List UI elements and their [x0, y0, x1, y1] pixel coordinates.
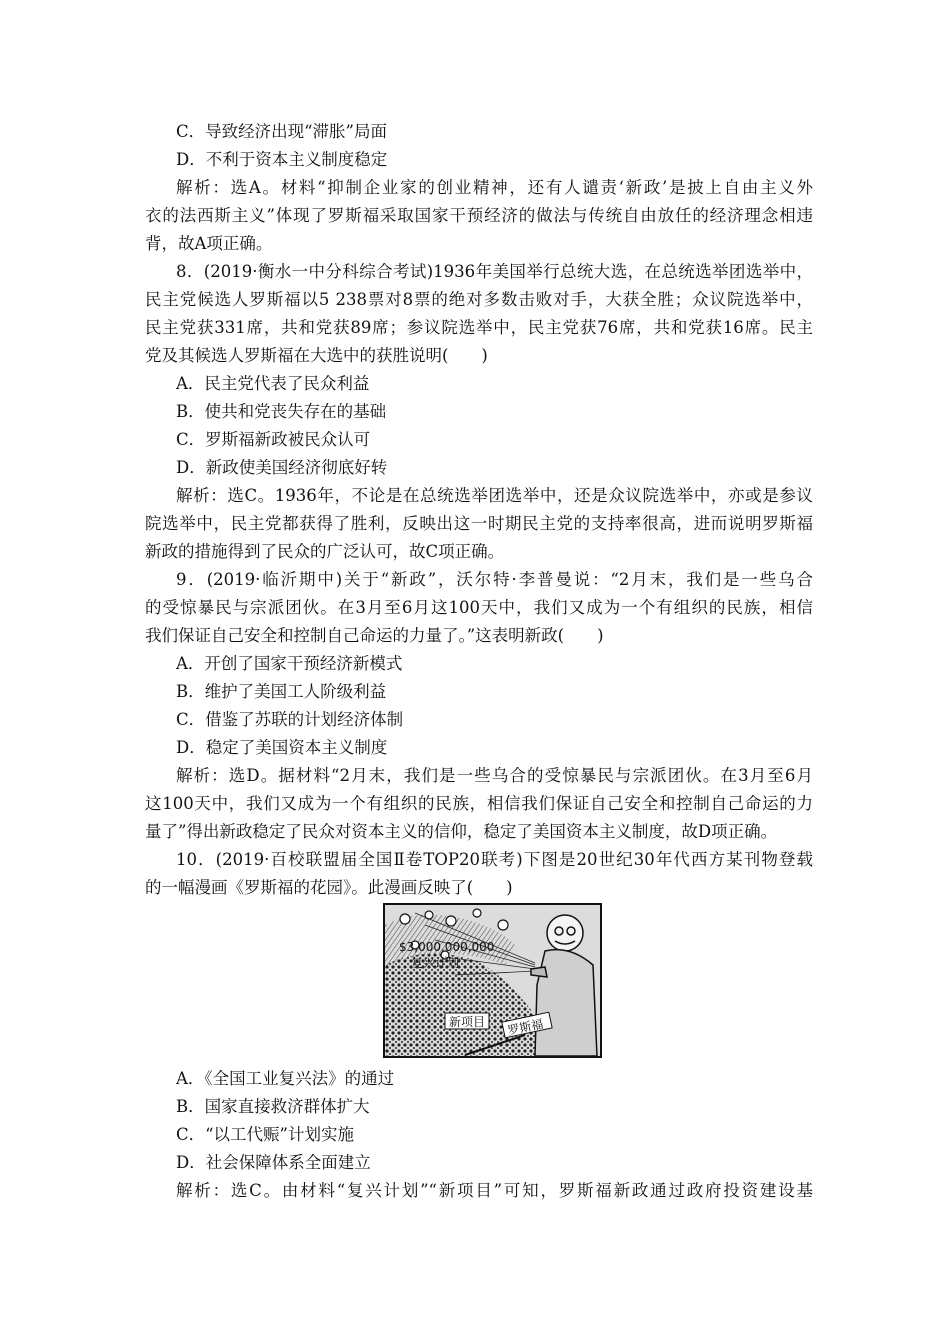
analysis-10-line-1: 解析：选C。由材料“复兴计划”“新项目”可知，罗斯福新政通过政府投资建设基 — [176, 1181, 813, 1200]
question-8-option-d: D．新政使美国经济彻底好转 — [176, 458, 388, 477]
analysis-7-line-1: 解析：选A。材料“抑制企业家的创业精神，还有人谴责‘新政’是披上自由主义外 — [176, 178, 813, 197]
analysis-8-line-2: 院选举中，民主党都获得了胜利，反映出这一时期民主党的支持率很高，进而说明罗斯福 — [145, 514, 813, 533]
question-10-option-d: D．社会保障体系全面建立 — [176, 1153, 371, 1172]
analysis-9-line-2: 这100天中，我们又成为一个有组织的民族，相信我们保证自己安全和控制自己命运的力 — [145, 794, 813, 813]
analysis-8-line-3: 新政的措施得到了民众的广泛认可，故C项正确。 — [145, 542, 505, 561]
question-8-line-2: 民主党候选人罗斯福以5 238票对8票的绝对多数击败对手，大获全胜；众议院选举中， — [145, 290, 813, 309]
question-10-line-2: 的一幅漫画《罗斯福的花园》。此漫画反映了( ) — [145, 878, 513, 897]
option-d-prev: D．不利于资本主义制度稳定 — [176, 150, 388, 169]
question-8-option-a: A．民主党代表了民众利益 — [176, 374, 370, 393]
analysis-7-line-2: 衣的法西斯主义”体现了罗斯福采取国家干预经济的做法与传统自由放任的经济理念相违 — [145, 206, 813, 225]
analysis-9-line-3: 量了”得出新政稳定了民众对资本主义的信仰，稳定了美国资本主义制度，故D项正确。 — [145, 822, 778, 841]
question-9-line-3: 我们保证自己安全和控制自己命运的力量了。”这表明新政( ) — [145, 626, 604, 645]
question-9-option-b: B．维护了美国工人阶级利益 — [176, 682, 387, 701]
question-8-line-1: 8．(2019·衡水一中分科综合考试)1936年美国举行总统大选，在总统选举团选举中， — [176, 262, 813, 281]
analysis-7-line-3: 背，故A项正确。 — [145, 234, 273, 253]
question-9-line-1: 9．(2019·临沂期中)关于“新政”，沃尔特·李普曼说：“2月末，我们是一些乌合 — [176, 570, 813, 589]
cartoon-roosevelt-label: 罗斯福 — [506, 1016, 545, 1038]
question-9-line-2: 的受惊暴民与宗派团伙。在3月至6月这100天中，我们又成为一个有组织的民族，相信 — [145, 598, 813, 617]
analysis-9-line-1: 解析：选D。据材料“2月末，我们是一些乌合的受惊暴民与宗派团伙。在3月至6月 — [176, 766, 813, 785]
cartoon-roosevelt-garden — [383, 903, 602, 1058]
question-9-option-d: D．稳定了美国资本主义制度 — [176, 738, 388, 757]
question-10-option-a: A．《全国工业复兴法》的通过 — [176, 1069, 395, 1088]
question-10-option-b: B．国家直接救济群体扩大 — [176, 1097, 370, 1116]
question-10-option-c: C．“以工代赈”计划实施 — [176, 1125, 354, 1144]
question-8-option-c: C．罗斯福新政被民众认可 — [176, 430, 371, 449]
analysis-8-line-1: 解析：选C。1936年，不论是在总统选举团选举中，还是众议院选举中，亦或是参议 — [176, 486, 813, 505]
question-8-option-b: B．使共和党丧失存在的基础 — [176, 402, 387, 421]
cartoon-plan-label: 复兴计划 — [411, 956, 460, 970]
cartoon-amount-label: $3,000,000,000 — [399, 940, 495, 954]
question-9-option-a: A．开创了国家干预经济新模式 — [176, 654, 403, 673]
question-10-line-1: 10．(2019·百校联盟届全国Ⅱ卷TOP20联考)下图是20世纪30年代西方某刊物登载 — [176, 850, 813, 869]
option-c-prev: C．导致经济出现“滞胀”局面 — [176, 122, 387, 141]
question-8-line-3: 民主党获331席，共和党获89席；参议院选举中，民主党获76席，共和党获16席。民主 — [145, 318, 813, 337]
question-8-line-4: 党及其候选人罗斯福在大选中的获胜说明( ) — [145, 346, 488, 365]
question-9-option-c: C．借鉴了苏联的计划经济体制 — [176, 710, 404, 729]
cartoon-new-project-label: 新项目 — [449, 1015, 486, 1029]
